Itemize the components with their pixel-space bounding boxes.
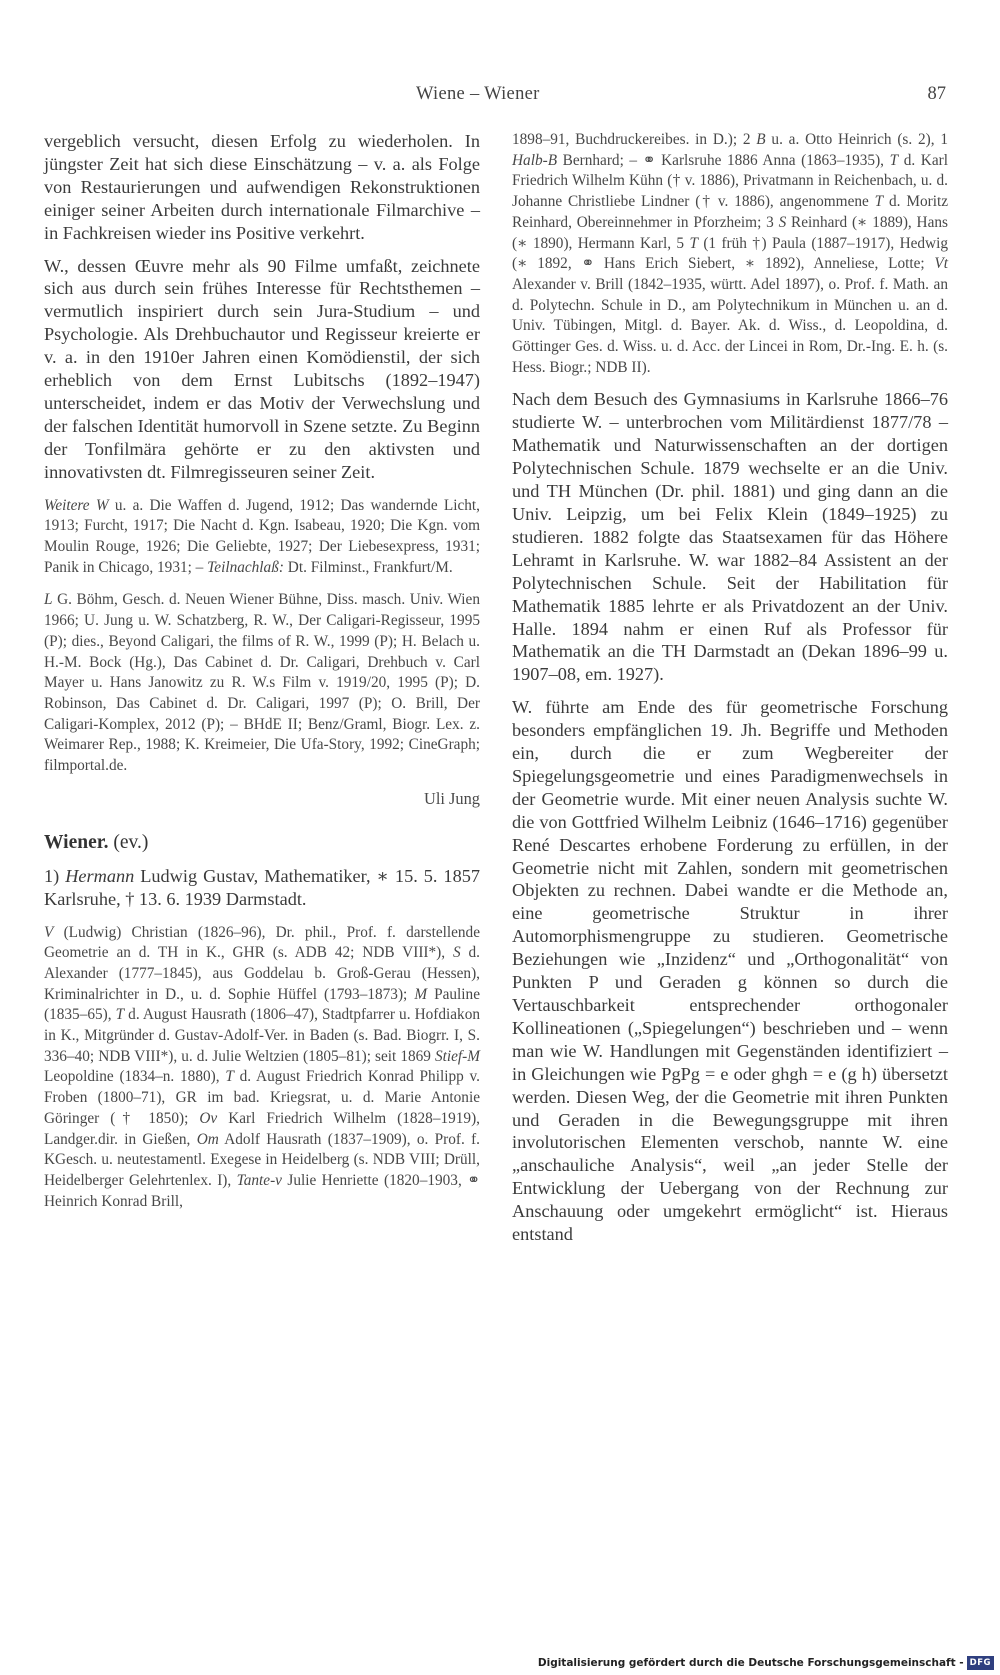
works-label: Weitere W <box>44 496 109 514</box>
lemma-confession: (ev.) <box>108 831 149 853</box>
page-number: 87 <box>927 84 946 104</box>
paragraph: W. führte am Ende des für geometrische Forschung besonders empfänglichen 19. Jh. Begriffe und Methoden ein, durch die er zum Wegbereiter der Spiegelungsgeometrie und eines Paradigmenwechsels in der Geometrie wurde. Mit einer neuen Analysis suchte W. die von Gottfried Wilhelm Leibniz (1646–1716) gegenüber René Descartes erhobene Forderung zu erfüllen, in der Geometrie nicht mit Zahlen, sondern mit geometrischen Objekten zu rechnen. Dabei wandte er die Methode an, eine geometrische Struktur in ihrer Automorphismengruppe zu studieren. Geometrische Beziehungen wie „Inzidenz“ und „Orthogonalität“ von Punkten P und Geraden g können so durch die Vertauschbarkeit entsprechender orthogonaler Kollineationen („Spiegelungen“) beschrieben und – wenn man wie W. Handlungen mit Gegenständen identifiziert – in Gleichungen wie PgPg = e oder ghgh = e (g h) übersetzt werden. Diesen Weg, der die Geometrie mit ihren Punkten und Geraden in die Bewegungsgruppe mit ihren involutorischen Elementen verschob, nannte W. eine „anschauliche Analysis“, weil „an jeder Stelle der Entwicklung der Uebergang von der Rechnung zur Anschauung oder umgekehrt ermöglicht“ ist. Hieraus entstand <box>512 697 948 1245</box>
genealogy: V (Ludwig) Christian (1826–96), Dr. phil., Prof. f. darstellende Geometrie an d. TH in K., GHR (s. ADB 42; NDB VIII*), S d. Alexander (1777–1845), aus Goddelau b. Groß-Gerau (Hessen), Kriminalrichter in D., u. d. Sophie Hüffel (1793–1873); M Pauline (1835–65), T d. August Hausrath (1806–47), Stadtpfarrer u. Hofdiakon in K., Mitgründer d. Gustav-Adolf-Ver. in Baden (s. Bad. Biogrr. I, S. 336–40; NDB VIII*), u. d. Julie Weltzien (1805–81); seit 1869 Stief-M Leopoldine (1834–n. 1880), T d. August Friedrich Konrad Philipp v. Froben (1800–71), GR im bad. Kriegsrat, u. d. Marie Antonie Göringer († 1850); Ov Karl Friedrich Wilhelm (1828–1919), Landger.dir. in Gießen, Om Adolf Hausrath (1837–1909), o. Prof. f. KGesch. u. neutestamentl. Exegese in Heidelberg (s. NDB VIII; Drüll, Heidelberger Gelehrtenlex. I), Tante-v Julie Henriette (1820–1903, ⚭ Heinrich Konrad Brill, <box>44 923 481 1210</box>
entry-firstname: Hermann <box>65 865 135 886</box>
lemma-name: Wiener. <box>44 831 109 853</box>
genealogy-continued: 1898–91, Buchdruckereibes. in D.); 2 B u. a. Otto Heinrich (s. 2), 1 Halb-B Bernhard; – ⚭ Karlsruhe 1886 Anna (1863–1935), T d. Karl Friedrich Wilhelm Kühn († v. 1886), Privatmann in Reichenbach, u. d. Johanne Christliebe Lindner († v. 1886), angenommene T d. Moritz Reinhard, Obereinnehmer in Pforzheim; 3 S Reinhard (∗ 1889), Hans (∗ 1890), Hermann Karl, 5 T (1 früh †) Paula (1887–1917), Hedwig (∗ 1892, ⚭ Hans Erich Siebert, ∗ 1892), Anneliese, Lotte; Vt Alexander v. Brill (1842–1935, württ. Adel 1897), o. Prof. f. Math. an d. Polytechn. Schule in D., am Polytechnikum in München u. an d. Univ. Tübingen, Mitgl. d. Bayer. Ak. d. Wiss., d. Leopoldina, d. Göttinger Ges. d. Wiss. u. d. Acc. der Lincei in Rom, Dr.-Ing. E. h. (s. Hess. Biogr.; NDB II). <box>512 131 948 376</box>
literature-list: L G. Böhm, Gesch. d. Neuen Wiener Bühne, Diss. masch. Univ. Wien 1966; U. Jung u. W. Schatzberg, R. W., Der Caligari-Regisseur, 1995 (P); dies., Beyond Caligari, the films of R. W., 1999 (P); H. Belach u. H.-M. Bock (Hg.), Das Cabinet d. Dr. Caligari, Drehbuch v. Carl Mayer u. Hans Janowitz zu R. W.s Film v. 1919/20, 1995 (P); D. Robinson, Das Cabinet d. Dr. Caligari, 1997 (P); O. Brill, Der Caligari-Komplex, 2012 (P); – BHdE II; Benz/Graml, Biogr. Lex. z. Weimarer Rep., 1988; K. Kreimeier, Die Ufa-Story, 1992; CineGraph; filmportal.de. <box>44 591 480 775</box>
lemma-heading <box>44 831 480 855</box>
dfg-logo: DFG <box>967 1656 994 1670</box>
left-column <box>44 130 480 1212</box>
running-header <box>0 84 1000 108</box>
works-list: Weitere W u. a. Die Waffen d. Jugend, 1912; Das wandernde Licht, 1913; Furcht, 1917; Die Nacht d. Kgn. Isabeau, 1920; Die Kgn. vom Moulin Rouge, 1926; Die Geliebte, 1927; Der Liebesexpress, 1931; Panik in Chicago, 1931; – Teilnachlaß: Dt. Filminst., Frankfurt/M. <box>44 496 480 576</box>
author-signature: Uli Jung <box>423 788 480 808</box>
paragraph: Nach dem Besuch des Gymnasiums in Karlsruhe 1866–76 studierte W. – unterbrochen vom Militärdienst 1877/78 – Mathematik und Naturwissenschaften an der dortigen Polytechnischen Schule. 1879 wechselte er an die Univ. und TH München (Dr. phil. 1881) und ging dann an die Univ. Leipzig, um bei Felix Klein (1849–1925) zu studieren. 1882 folgte das Staatsexamen für das Höhere Lehramt in Karlsruhe. W. war 1882–84 Assistent an der Polytechnischen Schule. Seit der Habilitation für Mathematik 1885 lehrte er als Privatdozent an der Univ. Halle. 1894 nahm er einen Ruf als Professor für Mathematik an die TH Darmstadt an (Dekan 1896–99 u. 1907–08, em. 1927). <box>512 389 948 685</box>
footer-text: Digitalisierung gefördert durch die Deutsche Forschungsgemeinschaft - <box>537 1657 964 1669</box>
right-column <box>512 130 948 1246</box>
paragraph: vergeblich versucht, diesen Erfolg zu wiederholen. In jüngster Zeit hat sich diese Einschätzung – v. a. als Folge von Restaurierungen und aufwendigen Rekonstruktionen einiger seiner Arbeiten durch internationale Filmarchive – in Fachkreisen wieder ins Positive verkehrt. <box>44 131 480 243</box>
nachlass-label: Teilnachlaß: <box>207 558 284 576</box>
literature-label: L <box>44 591 53 609</box>
paragraph: W., dessen Œuvre mehr als 90 Filme umfaßt, zeichnete sich aus durch sein frühes Interesse für Rechtsthemen – vermutlich inspiriert durch sein Jura-Studium – und Psychologie. Als Drehbuchautor und Regisseur kreierte er v. a. in den 1910er Jahren einen Komödienstil, der sich erheblich von dem Ernst Lubitschs (1892–1947) unterscheidet, indem er das Motiv der Verwechslung und der falschen Identität humorvoll in Szene setzte. Zu Beginn der Tonfilmära gehörte er zu den aktivsten und innovativsten dt. Filmregisseuren seiner Zeit. <box>44 255 480 482</box>
running-title: Wiene – Wiener <box>416 84 540 104</box>
entry-heading: 1) Hermann Ludwig Gustav, Mathematiker, ∗ 15. 5. 1857 Karlsruhe, † 13. 6. 1939 Darmstadt. <box>44 865 480 909</box>
funding-footer <box>538 1655 994 1671</box>
